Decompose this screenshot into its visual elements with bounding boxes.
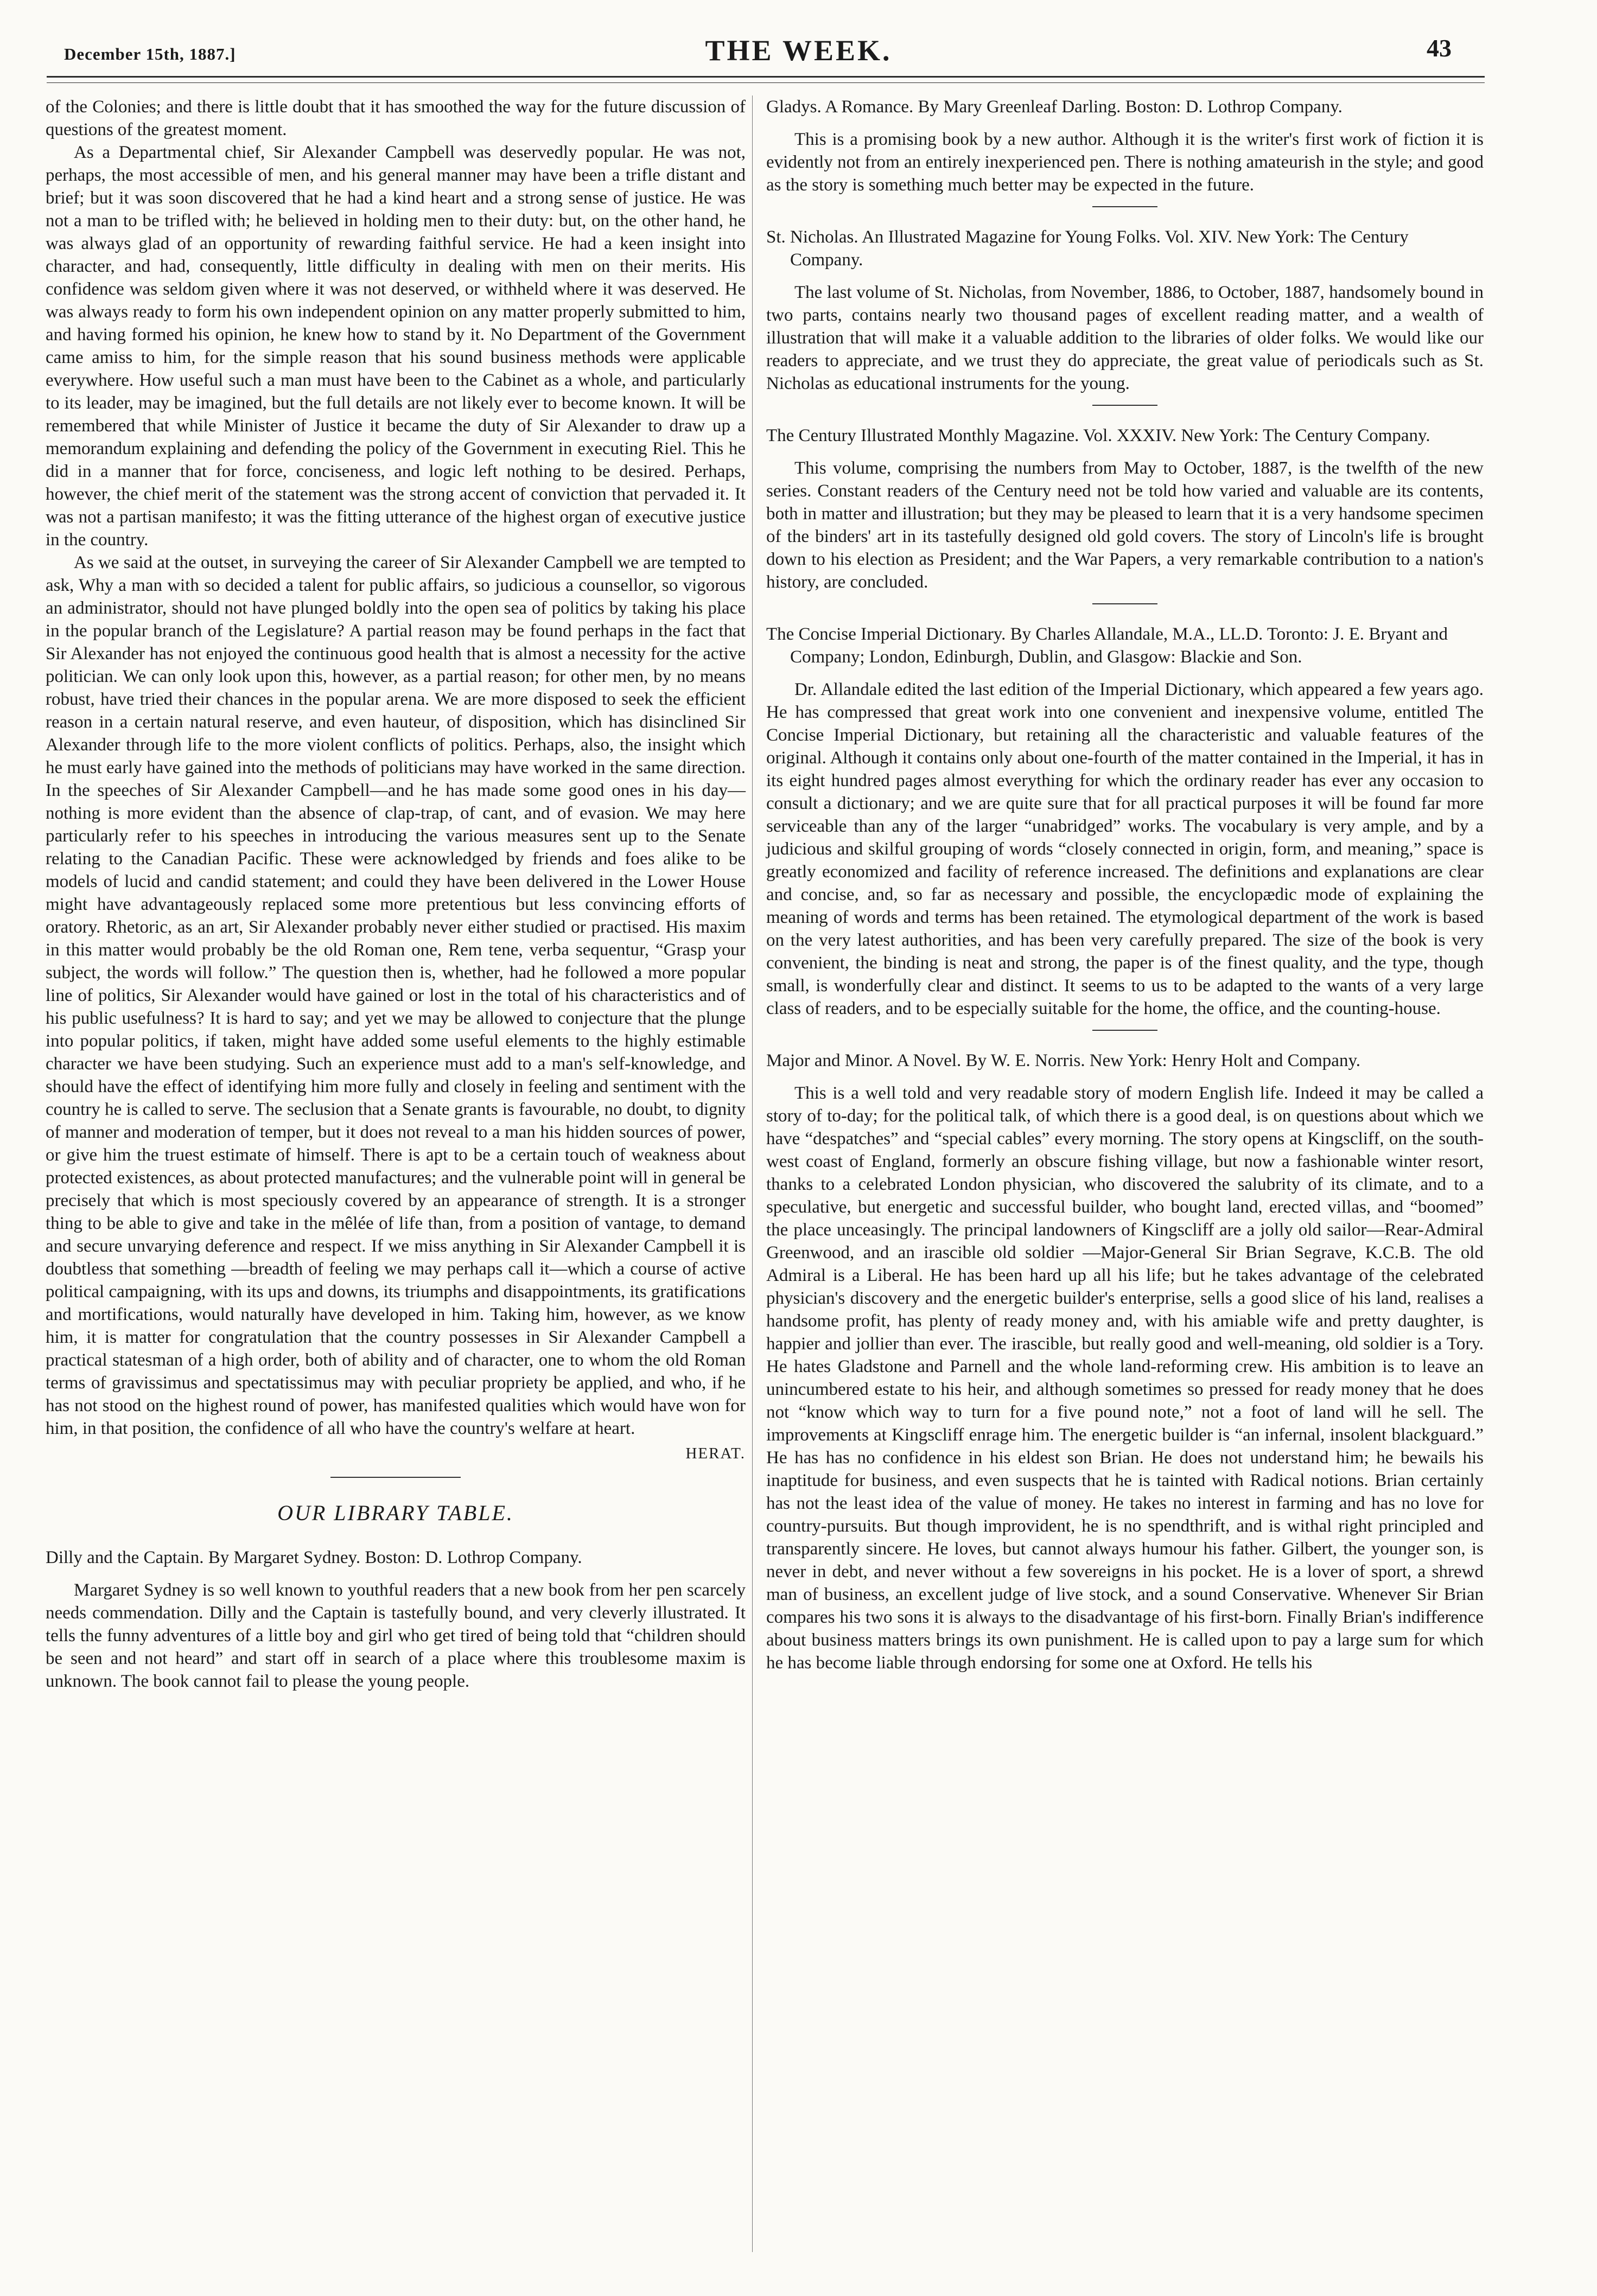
review-heading: Major and Minor. A Novel. By W. E. Norris. New York: Henry Holt and Company. <box>766 1051 1361 1070</box>
review-body: Margaret Sydney is so well known to youthful readers that a new book from her pen scarcely needs commendation. Dilly and the Captain is tastefully bound, and very cleverly illustrated. It tells the funny adventures of a little boy and girl who get tired of being told that “children should be seen and not heard” and start off in search of a place where this troublesome maxim is unknown. The book cannot fail to please the young people. <box>46 1580 746 1691</box>
review-body: This is a well told and very readable story of modern English life. Indeed it may be called a story of to-day; for the political talk, of which there is a good deal, is on questions about which we have “despatches” and “special cables” every morning. The story opens at Kingscliff, on the south-west coast of England, formerly an obscure fishing village, but now a fashionable winter resort, thanks to a celebrated London physician, who discovered the salubrity of its climate, and to a speculative, but energetic and successful builder, who bought land, erected villas, and “boomed” the place unceasingly. The principal landowners of Kingscliff are a jolly old sailor—Rear-Admiral Greenwood, and an irascible old soldier —Major-General Sir Brian Segrave, K.C.B. The old Admiral is a Liberal. He has been hard up all his life; but he takes advantage of the celebrated physician's discovery and the energetic builder's enterprise, sells a good slice of his land, realises a handsome profit, has plenty of ready money and, with his amiable wife and pretty daughter, is happier and jollier than ever. The irascible, but really good and well-meaning, old soldier is a Tory. He hates Gladstone and Parnell and the whole land-reforming crew. His ambition is to leave an unincumbered estate to his heir, and although sometimes so pressed for ready money that he does not “know which way to turn for a five pound note,” not a foot of land will he sell. The improvements at Kingscliff enrage him. The energetic builder is “an infernal, insolent blackguard.” He has has no confidence in his eldest son Brian. He does not understand him; he bewails his inaptitude for business, and even suspects that he is tainted with Radical notions. Brian certainly has not the least idea of the value of money. He takes no interest in farming and has no love for country-pursuits. But though improvident, he is no spendthrift, and is withal right principled and transparently sincere. He loves, but cannot always humour his father. Gilbert, the younger son, is never in debt, and never without a few sovereigns in his pocket. He is a lover of sport, a shrewd man of business, an excellent judge of live stock, and a sound Conservative. Whenever Sir Brian compares his two sons it is always to the disadvantage of his first-born. Finally Brian's indifference about business matters brings its own punishment. He is called upon to pay a large sum for which he has become liable through endorsing for some one at Oxford. He tells his <box>766 1083 1484 1673</box>
header-rule <box>47 76 1485 78</box>
issue-date: December 15th, 1887.] <box>64 44 236 63</box>
left-column <box>46 95 746 1693</box>
review-heading: The Century Illustrated Monthly Magazine. Vol. XXXIV. New York: The Century Company. <box>766 426 1430 445</box>
review-heading: Gladys. A Romance. By Mary Greenleaf Darling. Boston: D. Lothrop Company. <box>766 97 1343 117</box>
review-heading: St. Nicholas. An Illustrated Magazine for Young Folks. Vol. XIV. New York: The Century Company. <box>766 227 1409 270</box>
article-paragraph: As we said at the outset, in surveying the career of Sir Alexander Campbell we are tempted to ask, Why a man with so decided a talent for public affairs, so judicious a counsellor, so vigorous an administrator, should not have plunged boldly into the open sea of politics by taking his place in the popular branch of the Legislature? A partial reason may be found perhaps in the fact that Sir Alexander has not enjoyed the continuous good health that is almost a necessity for the active politician. We can only look upon this, however, as a partial reason; for other men, by no means robust, have tried their chances in the popular arena. We are more disposed to seek the efficient reason in a certain natural reserve, and even hauteur, of disposition, which has disinclined Sir Alexander through life to the more violent conflicts of politics. Perhaps, also, the insight which he must early have gained into the methods of politicians may have worked in the same direction. In the speeches of Sir Alexander Campbell—and he has made some good ones in his day—nothing is more evident than the absence of clap-trap, of cant, and of evasion. We may here particularly refer to his speeches in introducing the various measures sent up to the Senate relating to the Canadian Pacific. These were acknowledged by friends and foes alike to be models of lucid and candid statement; and could they have been delivered in the Lower House might have advantageously replaced some more pretentious but less convincing efforts of oratory. Rhetoric, as an art, Sir Alexander probably never either studied or practised. His maxim in this matter would probably be the old Roman one, Rem tene, verba sequentur, “Grasp your subject, the words will follow.” The question then is, whether, had he followed a more popular line of politics, Sir Alexander would have gained or lost in the total of his characteristics and of his public usefulness? It is hard to say; and yet we may be allowed to conjecture that the plunge into popular politics, if taken, might have added some useful elements to the highly estimable character we have been studying. Such an experience must add to a man's self-knowledge, and should have the effect of identifying him more fully and closely in feeling and sentiment with the country he is called to serve. The seclusion that a Senate grants is favourable, no doubt, to dignity of manner and moderation of temper, but it does not reveal to a man his hidden sources of power, or give him the truest estimate of himself. There is apt to be a certain touch of weakness about protected existences, as about protected manufactures; and the vulnerable point will in general be precisely that which is most speciously covered by an appearance of strength. It is a stronger thing to be able to give and take in the mêlée of life than, from a position of vantage, to demand and secure unvarying deference and respect. If we miss anything in Sir Alexander Campbell it is doubtless that something —breadth of feeling we may perhaps call it—which a course of active political campaigning, with its ups and downs, its triumphs and disappointments, its gratifications and mortifications, would naturally have developed in him. Taking him, however, as we know him, it is matter for congratulation that the country possesses in Sir Alexander Campbell a practical statesman of a high order, both of ability and of character, one to whom the old Roman terms of gravissimus and spectatissimus may with peculiar propriety be applied, and who, if he has not stood on the highest round of power, has manifested qualities which would have won for him, in that position, the confidence of all who have the country's welfare at heart. <box>46 553 746 1438</box>
right-column <box>766 95 1484 1674</box>
article-paragraph: As a Departmental chief, Sir Alexander Campbell was deservedly popular. He was not, perhaps, the most accessible of men, and his general manner may have been a trifle distant and brief; but it was soon discovered that he had a kind heart and a strong sense of justice. He was not a man to be trifled with; he believed in holding men to their duty: but, on the other hand, he was always glad of an opportunity of rewarding faithful service. He had a keen insight into character, and had, consequently, little difficulty in dealing with men on their merits. His confidence was seldom given where it was not deserved, or withheld where it was deserved. He was always ready to form his own independent opinion on any matter properly submitted to him, and having formed his opinion, he knew how to stand by it. No Department of the Government came amiss to him, for the simple reason that his sound business methods were applicable everywhere. How useful such a man must have been to the Cabinet as a whole, and particularly to its leader, may be imagined, but the full details are not likely ever to become known. It will be remembered that while Minister of Justice it became the duty of Sir Alexander to draw up a memorandum explaining and defending the policy of the Government in executing Riel. This he did in a manner that for force, conciseness, and logic left nothing to be desired. Perhaps, however, the chief merit of the statement was the strong accent of conviction that pervaded it. It was not a partisan manifesto; it was the fitting utterance of the highest organ of executive justice in the country. <box>46 143 746 550</box>
page-header <box>0 34 1597 72</box>
author-signature: HERAT. <box>685 1445 746 1462</box>
review-body: This volume, comprising the numbers from May to October, 1887, is the twelfth of the new series. Constant readers of the Century need not be told how varied and valuable are its contents, both in matter and illustration; but they may be pleased to learn that it is a very handsome specimen of the binders' art in its tastefully designed old gold covers. The story of Lincoln's life is brought down to his election as President; and the War Papers, a very remarkable contribution to a nation's history, are concluded. <box>766 458 1484 592</box>
masthead-title: THE WEEK. <box>705 34 892 67</box>
review-heading: Dilly and the Captain. By Margaret Sydney. Boston: D. Lothrop Company. <box>46 1548 582 1567</box>
review-body: This is a promising book by a new author. Although it is the writer's first work of fiction it is evidently not from an entirely inexperienced pen. There is nothing amateurish in the style; and good as the story is something much better may be expected in the future. <box>766 130 1484 195</box>
page-number: 43 <box>1427 34 1452 62</box>
header-rule-thin <box>47 82 1485 83</box>
review-heading: The Concise Imperial Dictionary. By Charles Allandale, M.A., LL.D. Toronto: J. E. Bryant and Company; London, Edinburgh, Dublin, and Glasgow: Blackie and Son. <box>766 624 1448 667</box>
review-divider <box>1092 1030 1157 1031</box>
review-body: Dr. Allandale edited the last edition of the Imperial Dictionary, which appeared a few years ago. He has compressed that great work into one convenient and inexpensive volume, entitled The Concise Imperial Dictionary, but retaining all the characteristic and valuable features of the original. Although it contains only about one-fourth of the matter contained in the Imperial, it has in its eight hundred pages almost everything for which the ordinary reader has ever any occasion to consult a dictionary; and we are quite sure that for all practical purposes it will be found far more serviceable than any of the larger “unabridged” works. The vocabulary is very ample, and by a judicious and skilful grouping of words “closely connected in origin, form, and meaning,” space is greatly economized and facility of reference increased. The definitions and explanations are clear and concise, and, so far as necessary and possible, the encyclopædic mode of explaining the meaning of words and terms has been retained. The etymological department of the work is based on the very latest authorities, and has been very carefully prepared. The size of the book is very convenient, the binding is neat and strong, the paper is of the finest quality, and the type, though small, is wonderfully clear and distinct. It seems to us to be adapted to the wants of a very large class of readers, and to be especially suitable for the home, the office, and the counting-house. <box>766 680 1484 1018</box>
column-divider <box>752 95 753 2252</box>
review-body: The last volume of St. Nicholas, from November, 1886, to October, 1887, handsomely bound in two parts, contains nearly two thousand pages of excellent reading matter, and a wealth of illustration that will make it a valuable addition to the libraries of older folks. We would like our readers to appreciate, and we trust they do appreciate, the great value of periodicals such as St. Nicholas as educational instruments for the young. <box>766 283 1484 393</box>
review-divider <box>1092 206 1157 207</box>
article-paragraph: of the Colonies; and there is little doubt that it has smoothed the way for the future discussion of questions of the greatest moment. <box>46 97 746 139</box>
review-divider <box>1092 603 1157 604</box>
section-title: OUR LIBRARY TABLE. <box>277 1501 514 1525</box>
section-divider <box>330 1477 461 1478</box>
review-divider <box>1092 405 1157 406</box>
